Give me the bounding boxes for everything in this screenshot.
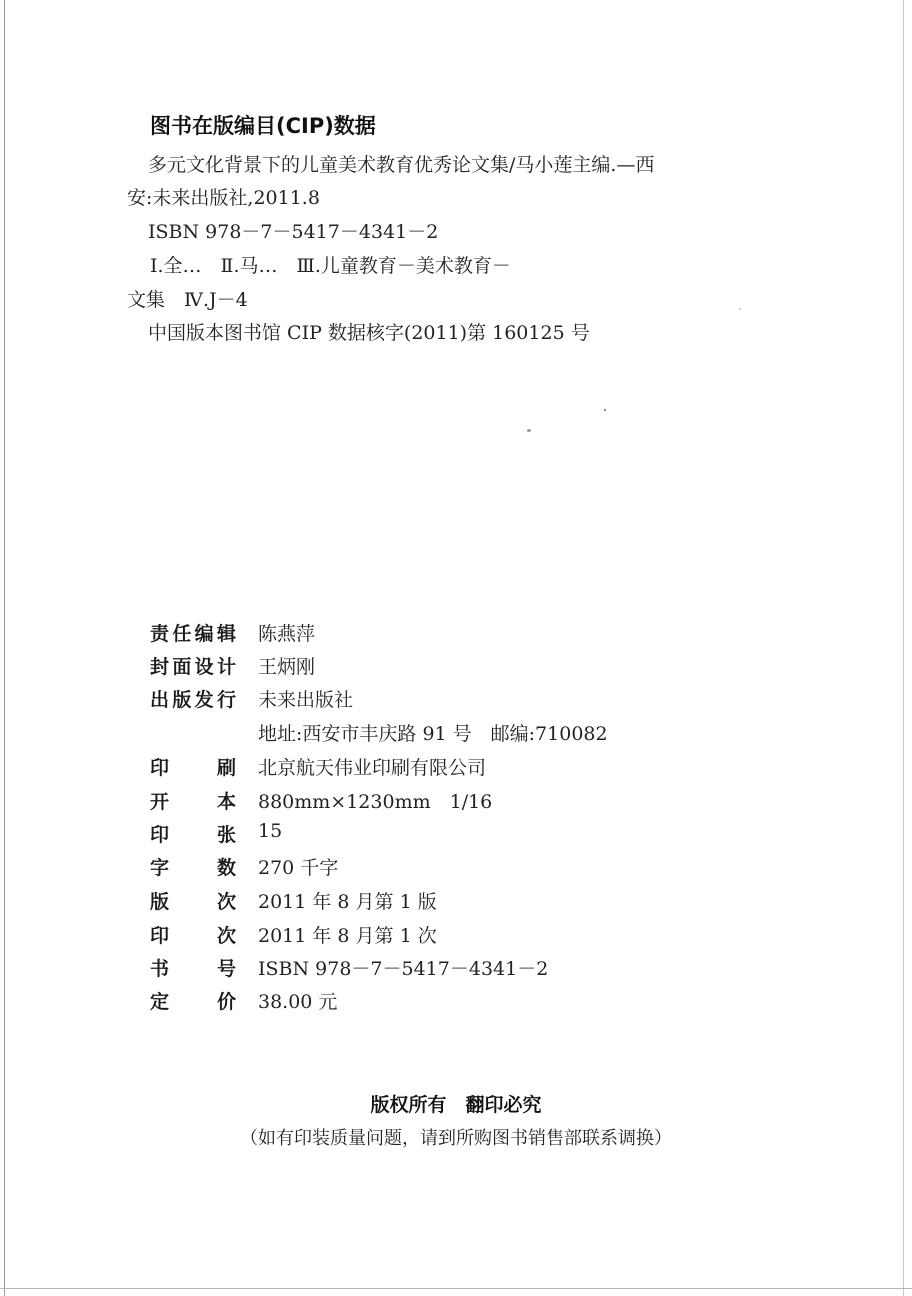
info-value: 880mm×1230mm 1/16 — [258, 791, 493, 813]
cip-publisher-line: 安:未来出版社,2011.8 — [127, 187, 320, 209]
cip-catalog-number-line: 中国版本图书馆 CIP 数据核字(2011)第 160125 号 — [148, 322, 590, 344]
info-label: 印张 — [150, 824, 236, 846]
info-value: 王炳刚 — [258, 656, 316, 678]
scan-speck — [739, 308, 741, 310]
info-value: 2011 年 8 月第 1 次 — [258, 925, 437, 947]
info-label: 出版发行 — [150, 689, 236, 711]
cip-classification-cont-line: 文集 Ⅳ.J－4 — [127, 289, 248, 311]
cip-book-title-line: 多元文化背景下的儿童美术教育优秀论文集/马小莲主编.—西 — [148, 154, 655, 176]
info-label: 开本 — [150, 791, 236, 813]
info-value: 未来出版社 — [258, 689, 354, 711]
cip-title: 图书在版编目(CIP)数据 — [150, 114, 376, 138]
quality-return-note: （如有印装质量问题，请到所购图书销售部联系调换） — [240, 1128, 672, 1149]
page-frame-bottom-edge — [0, 1288, 912, 1289]
cip-classification-line: Ⅰ.全… Ⅱ.马… Ⅲ.儿童教育－美术教育－ — [150, 255, 511, 277]
info-value: 38.00 元 — [258, 991, 338, 1013]
scan-speck — [527, 429, 531, 432]
info-value: 15 — [258, 820, 283, 842]
scan-speck — [604, 409, 606, 411]
cip-isbn-line: ISBN 978－7－5417－4341－2 — [148, 221, 439, 243]
copyright-notice: 版权所有 翻印必究 — [370, 1094, 542, 1116]
info-value: 2011 年 8 月第 1 版 — [258, 891, 437, 913]
info-value: 地址:西安市丰庆路 91 号 邮编:710082 — [258, 723, 608, 745]
info-value: 陈燕萍 — [258, 623, 316, 645]
info-label: 定价 — [150, 991, 236, 1013]
info-label: 书号 — [150, 958, 236, 980]
info-label: 印次 — [150, 925, 236, 947]
info-label: 封面设计 — [150, 656, 236, 678]
info-value: ISBN 978－7－5417－4341－2 — [258, 958, 549, 980]
info-value: 270 千字 — [258, 857, 339, 879]
info-label: 责任编辑 — [150, 623, 236, 645]
info-value: 北京航天伟业印刷有限公司 — [258, 757, 487, 779]
info-label: 字数 — [150, 857, 236, 879]
info-label: 印刷 — [150, 757, 236, 779]
info-label: 版次 — [150, 891, 236, 913]
